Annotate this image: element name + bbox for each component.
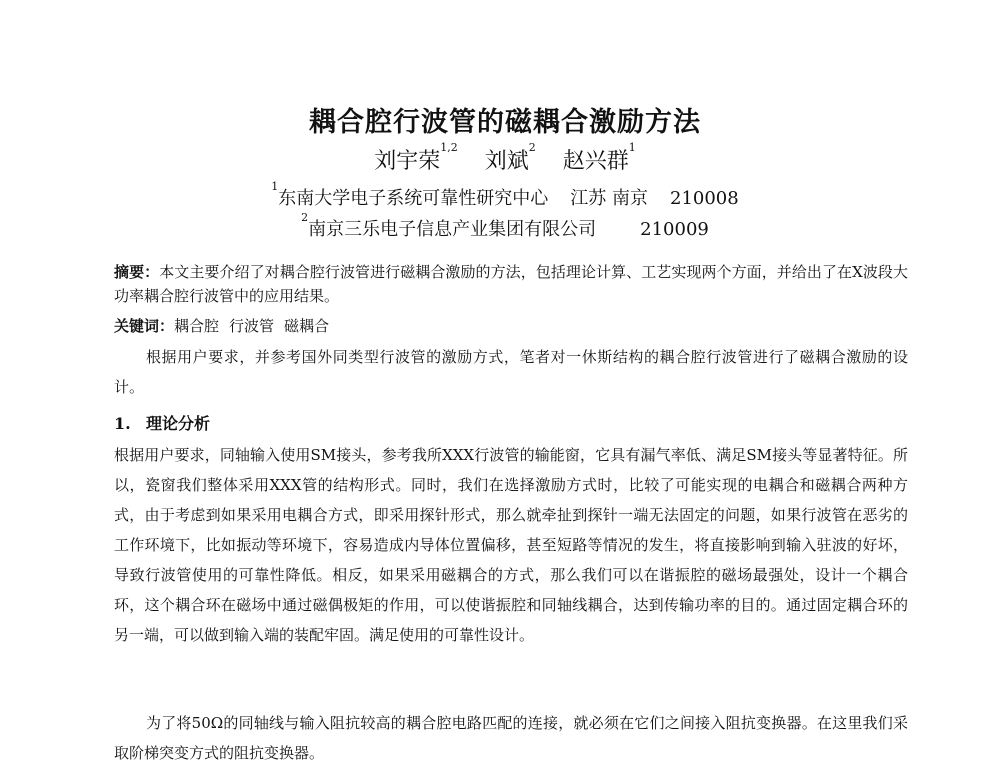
abstract-label: 摘要：	[114, 263, 160, 281]
affiliation-1	[0, 180, 1000, 210]
affiliation-zip: 210008	[670, 188, 739, 209]
author-affil-mark: 2	[528, 141, 536, 154]
affiliation-zip: 210009	[640, 219, 709, 240]
keyword: 耦合腔	[174, 317, 220, 335]
keyword: 磁耦合	[284, 317, 330, 335]
author-name: 刘斌	[484, 149, 529, 174]
author-affil-mark: 1,2	[440, 141, 458, 154]
abstract-text: 本文主要介绍了对耦合腔行波管进行磁耦合激励的方法，包括理论计算、工艺实现两个方面，并给出了在X波段大功率耦合腔行波管中的应用结果。	[114, 263, 908, 305]
author-affil-mark: 1	[628, 141, 636, 154]
body-paragraph-2: 为了将50Ω的同轴线与输入阻抗较高的耦合腔电路匹配的连接，就必须在它们之间接入阻抗变换器。在这里我们采取阶梯突变方式的阻抗变换器。	[114, 714, 908, 762]
author-1	[374, 141, 458, 174]
affiliation-org: 东南大学电子系统可靠性研究中心	[278, 188, 549, 209]
affiliation-mark: 2	[301, 211, 309, 224]
keyword: 行波管	[229, 317, 275, 335]
affiliation-org: 南京三乐电子信息产业集团有限公司	[308, 219, 597, 240]
abstract	[114, 260, 908, 308]
affiliation-mark: 1	[271, 180, 279, 193]
author-2	[484, 141, 536, 174]
author-name: 赵兴群	[562, 149, 629, 174]
intro-paragraph: 根据用户要求，并参考国外同类型行波管的激励方式，笔者对一休斯结构的耦合腔行波管进行了磁耦合激励的设计。	[114, 348, 908, 396]
author-line	[0, 141, 1000, 175]
section-number: 1.	[114, 414, 131, 433]
affiliation-location: 江苏 南京	[570, 188, 648, 209]
author-name: 刘宇荣	[374, 149, 441, 174]
body-paragraph: 根据用户要求，同轴输入使用SM接头，参考我所XXX行波管的输能窗，它具有漏气率低、满足SM接头等显著特征。所以，瓷窗我们整体采用XXX管的结构形式。同时，我们在选择激励方式时，比较了可能实现的电耦合和磁耦合两种方式，由于考虑到如果采用电耦合方式，即采用探针形式，那么就牵扯到探针一端无法固定的问题，如果行波管在恶劣的工作环境下，比如振动等环境下，容易造成内导体位置偏移，甚至短路等情况的发生，将直接影响到输入驻波的好坏，导致行波管使用的可靠性降低。相反，如果采用磁耦合的方式，那么我们可以在谐振腔的磁场最强处，设计一个耦合环，这个耦合环在磁场中通过磁偶极矩的作用，可以使谐振腔和同轴线耦合，达到传输功率的目的。通过固定耦合环的另一端，可以做到输入端的装配牢固。满足使用的可靠性设计。	[114, 446, 908, 644]
keywords	[114, 314, 908, 338]
section-title: 理论分析	[146, 414, 211, 433]
author-3	[562, 141, 636, 174]
section-heading	[114, 410, 210, 438]
paper-title: 耦合腔行波管的磁耦合激励方法	[309, 107, 701, 138]
keywords-label: 关键词：	[114, 317, 175, 335]
affiliation-2	[0, 211, 1000, 241]
